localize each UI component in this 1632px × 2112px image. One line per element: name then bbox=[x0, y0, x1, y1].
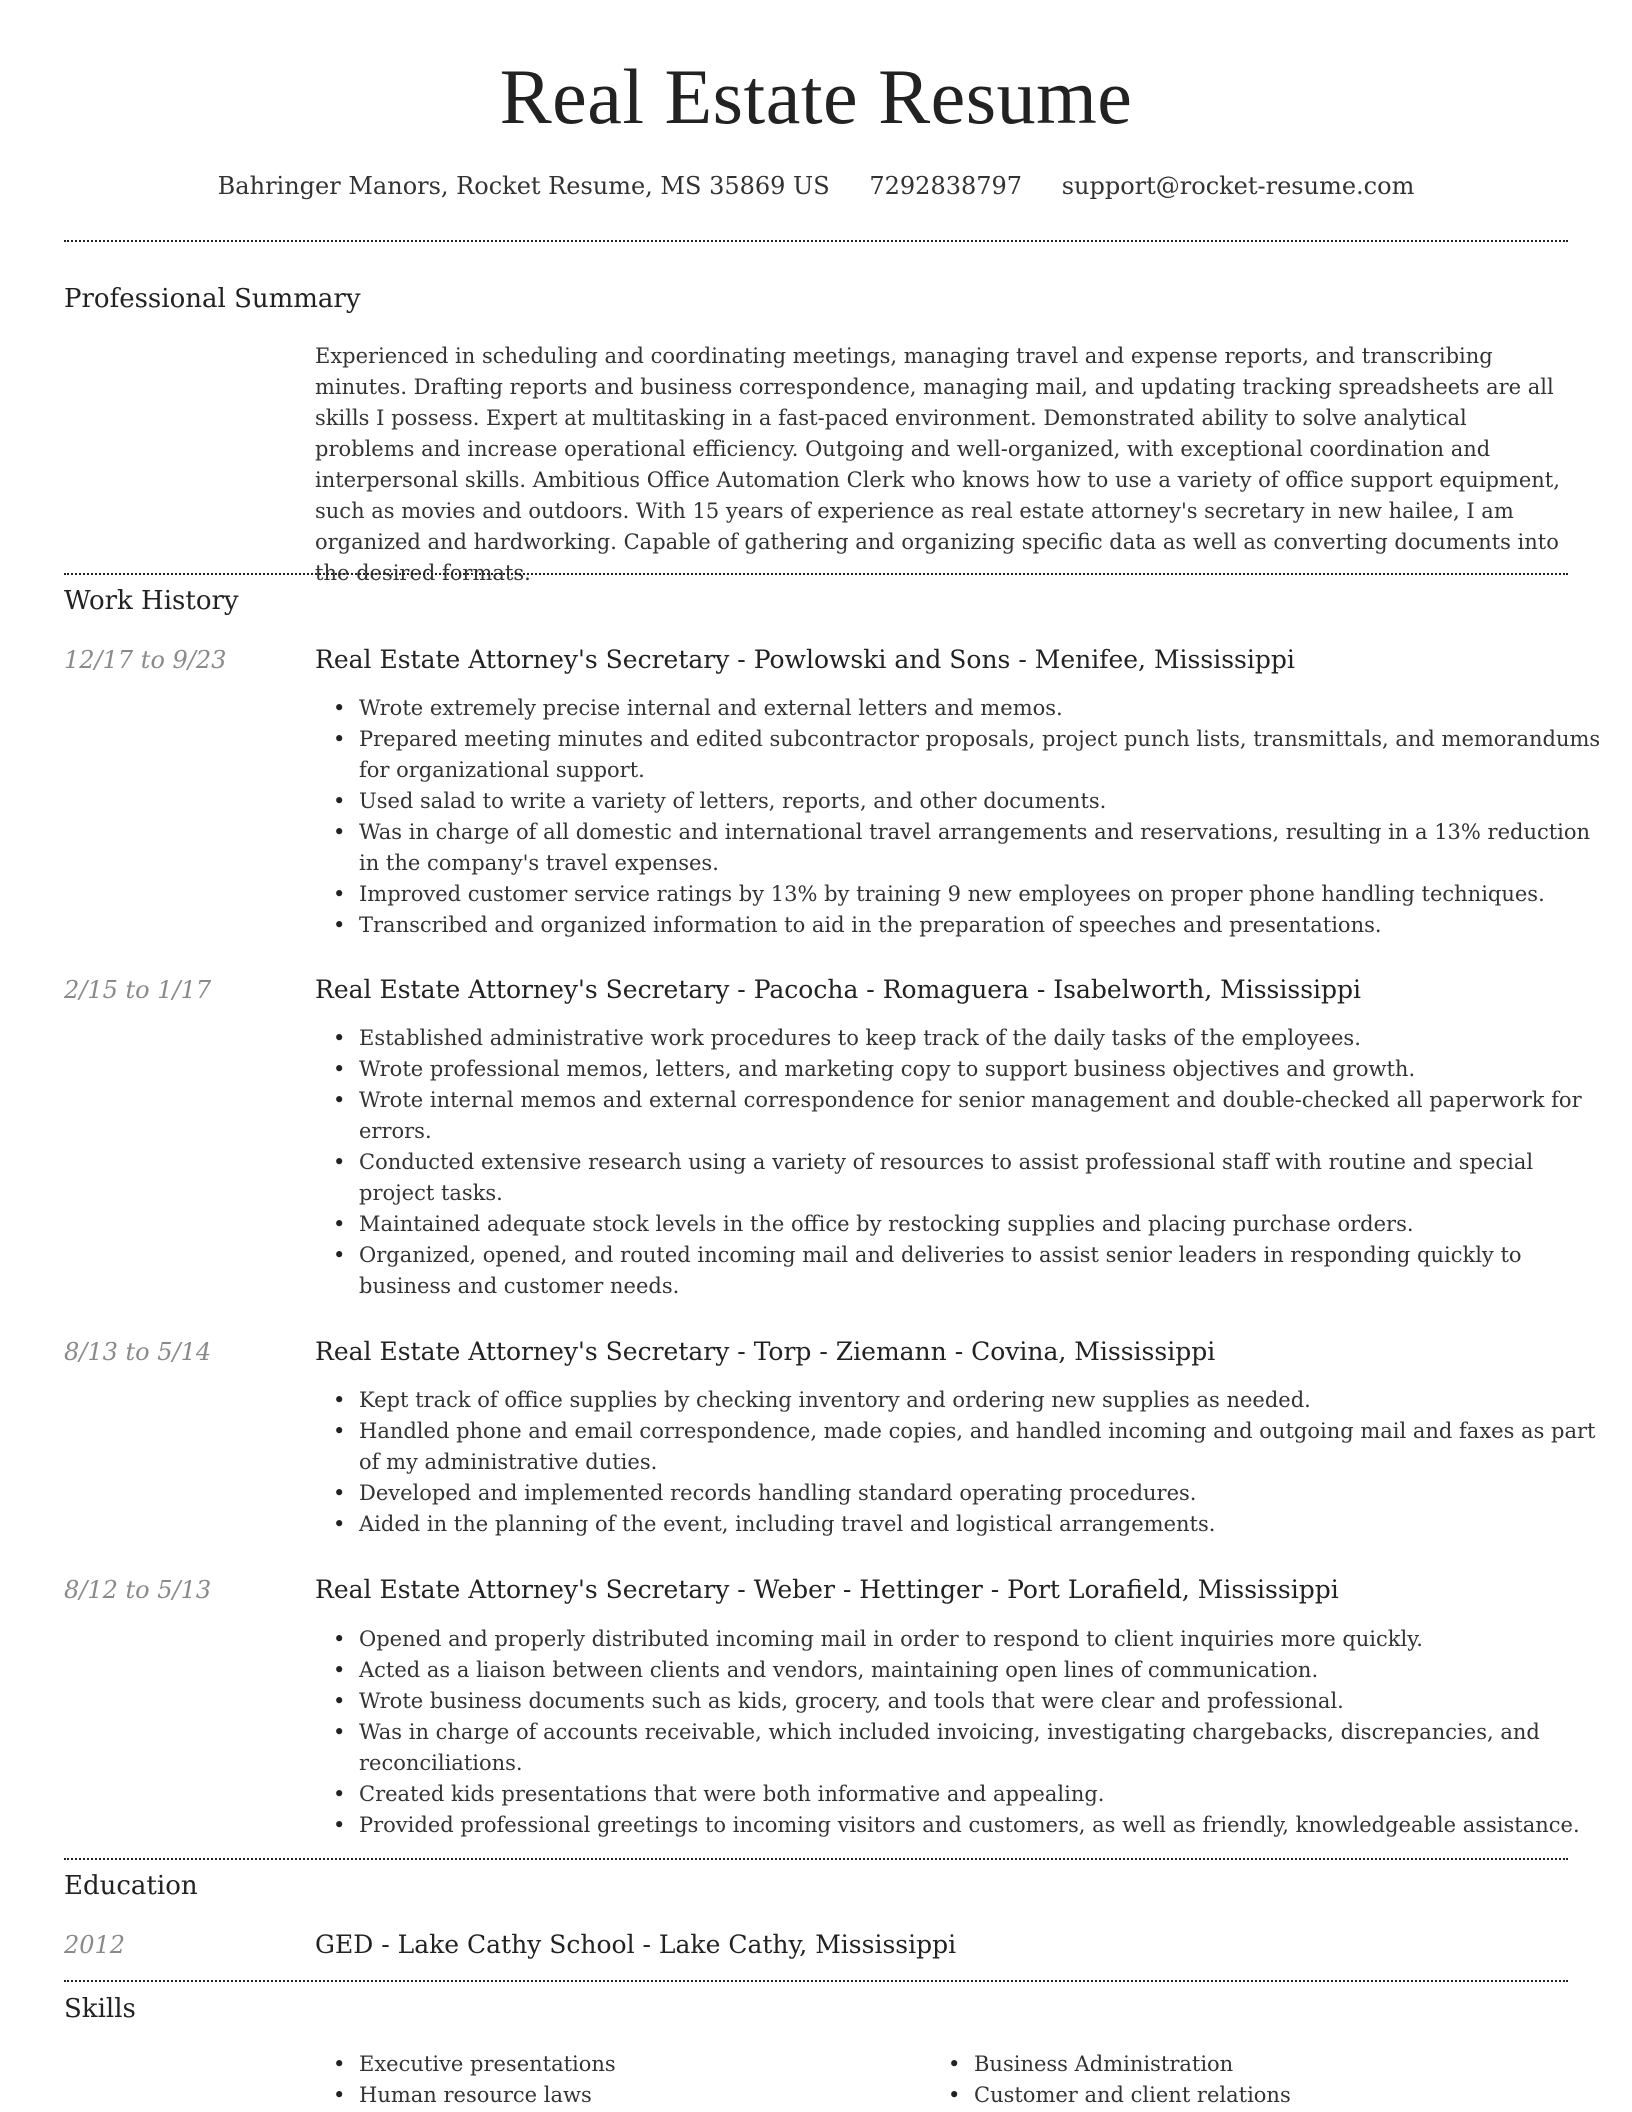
list-item: • Acted as a liaison between clients and vendors, maintaining open lines of communication. bbox=[359, 1655, 1612, 1686]
list-item: • Developed and implemented records handling standard operating procedures. bbox=[359, 1478, 1612, 1509]
list-item: • Maintained adequate stock levels in the office by restocking supplies and placing purchase orders. bbox=[359, 1209, 1612, 1240]
job-bullets bbox=[315, 1624, 1612, 1841]
skill-item: • Business Administration bbox=[974, 2049, 1534, 2080]
contact-address: Bahringer Manors, Rocket Resume, MS 35869 US bbox=[217, 172, 830, 200]
list-item: • Was in charge of accounts receivable, which included invoicing, investigating chargebacks, discrepancies, and reconciliations. bbox=[359, 1717, 1612, 1779]
list-item: • Transcribed and organized information to aid in the preparation of speeches and presentations. bbox=[359, 910, 1612, 941]
list-item: • Improved customer service ratings by 13% by training 9 new employees on proper phone handling techniques. bbox=[359, 879, 1612, 910]
list-item: • Aided in the planning of the event, including travel and logistical arrangements. bbox=[359, 1509, 1612, 1540]
contact-email: support@rocket-resume.com bbox=[1061, 172, 1415, 200]
section-title-skills: Skills bbox=[64, 1994, 136, 2024]
divider bbox=[64, 240, 1568, 242]
list-item: • Conducted extensive research using a variety of resources to assist professional staff with routine and special project tasks. bbox=[359, 1147, 1612, 1209]
list-item: • Wrote extremely precise internal and external letters and memos. bbox=[359, 693, 1612, 724]
job-bullets bbox=[315, 1023, 1612, 1302]
divider bbox=[64, 1858, 1568, 1860]
resume-title: Real Estate Resume bbox=[499, 53, 1133, 140]
contact-line bbox=[64, 172, 1568, 200]
job-bullets bbox=[315, 1385, 1612, 1540]
job-title: Real Estate Attorney's Secretary - Torp - Ziemann - Covina, Mississippi bbox=[315, 1337, 1216, 1366]
list-item: • Created kids presentations that were both informative and appealing. bbox=[359, 1779, 1612, 1810]
list-item: • Established administrative work procedures to keep track of the daily tasks of the employees. bbox=[359, 1023, 1612, 1054]
job-dates: 2/15 to 1/17 bbox=[64, 976, 212, 1004]
summary-text: Experienced in scheduling and coordinating meetings, managing travel and expense reports, and transcribing minutes. Drafting reports and business correspondence, managing mail, and updating tracking spreadsheets are all skills I possess. Expert at multitasking in a fast-paced environment. Demonstrated ability to solve analytical problems and increase operational efficiency. Outgoing and well-organized, with exceptional coordination and interpersonal skills. Ambitious Office Automation Clerk who knows how to use a variety of office support equipment, such as movies and outdoors. With 15 years of experience as real estate attorney's secretary in new hailee, I am organized and hardworking. Capable of gathering and organizing specific data as well as converting documents into the desired formats. bbox=[315, 344, 1560, 585]
education-degree: GED - Lake Cathy School - Lake Cathy, Mississippi bbox=[315, 1930, 957, 1959]
list-item: • Organized, opened, and routed incoming mail and deliveries to assist senior leaders in responding quickly to business and customer needs. bbox=[359, 1240, 1612, 1302]
list-item: • Used salad to write a variety of letters, reports, and other documents. bbox=[359, 786, 1612, 817]
job-title: Real Estate Attorney's Secretary - Weber - Hettinger - Port Lorafield, Mississippi bbox=[315, 1575, 1339, 1604]
list-item: • Handled phone and email correspondence, made copies, and handled incoming and outgoing mail and faxes as part of my administrative duties. bbox=[359, 1416, 1612, 1478]
job-bullets bbox=[315, 693, 1612, 941]
list-item: • Provided professional greetings to incoming visitors and customers, as well as friendly, knowledgeable assistance. bbox=[359, 1810, 1612, 1841]
education-year: 2012 bbox=[64, 1931, 126, 1959]
skill-item: • Customer and client relations bbox=[974, 2080, 1534, 2111]
section-title-education: Education bbox=[64, 1871, 198, 1901]
list-item: • Wrote business documents such as kids, grocery, and tools that were clear and professional. bbox=[359, 1686, 1612, 1717]
skills-list-left bbox=[315, 2049, 919, 2111]
divider bbox=[64, 573, 1568, 575]
skills-list-right bbox=[930, 2049, 1534, 2111]
contact-phone: 7292838797 bbox=[869, 172, 1023, 200]
list-item: • Kept track of office supplies by checking inventory and ordering new supplies as needed. bbox=[359, 1385, 1612, 1416]
section-title-summary: Professional Summary bbox=[64, 284, 361, 314]
section-title-work-history: Work History bbox=[64, 586, 239, 616]
job-title: Real Estate Attorney's Secretary - Powlowski and Sons - Menifee, Mississippi bbox=[315, 645, 1295, 674]
list-item: • Opened and properly distributed incoming mail in order to respond to client inquiries more quickly. bbox=[359, 1624, 1612, 1655]
job-dates: 8/13 to 5/14 bbox=[64, 1338, 212, 1366]
list-item: • Wrote internal memos and external correspondence for senior management and double-checked all paperwork for errors. bbox=[359, 1085, 1612, 1147]
skill-item: • Human resource laws bbox=[359, 2080, 919, 2111]
divider bbox=[64, 1980, 1568, 1982]
job-dates: 12/17 to 9/23 bbox=[64, 646, 227, 674]
list-item: • Prepared meeting minutes and edited subcontractor proposals, project punch lists, transmittals, and memorandums for organizational support. bbox=[359, 724, 1612, 786]
job-title: Real Estate Attorney's Secretary - Pacocha - Romaguera - Isabelworth, Mississippi bbox=[315, 975, 1362, 1004]
job-dates: 8/12 to 5/13 bbox=[64, 1576, 212, 1604]
skill-item: • Executive presentations bbox=[359, 2049, 919, 2080]
list-item: • Was in charge of all domestic and international travel arrangements and reservations, resulting in a 13% reduction in the company's travel expenses. bbox=[359, 817, 1612, 879]
list-item: • Wrote professional memos, letters, and marketing copy to support business objectives and growth. bbox=[359, 1054, 1612, 1085]
